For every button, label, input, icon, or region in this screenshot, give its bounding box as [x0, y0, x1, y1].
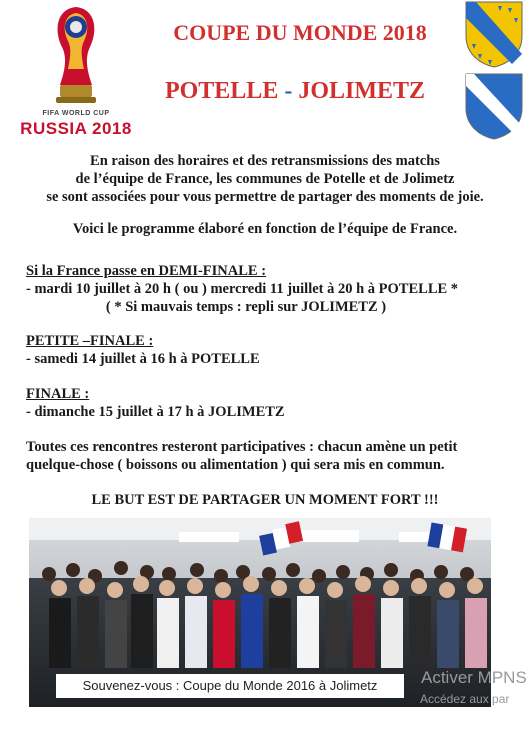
activation-watermark-link[interactable]: Accédez aux par: [420, 692, 510, 706]
participation-line: Toutes ces rencontres resteront participatives : chacun amène un petit: [26, 439, 458, 455]
subtitle-dash: -: [284, 78, 293, 104]
logo-caption-large: RUSSIA 2018: [20, 119, 132, 138]
final-section: [26, 385, 506, 421]
subtitle-left: POTELLE: [164, 78, 279, 104]
semi-final-section: [26, 262, 506, 316]
intro-paragraph: [30, 152, 500, 206]
final-date: - dimanche 15 juillet à 17 h à JOLIMETZ: [26, 404, 285, 420]
fifa-world-cup-logo: [20, 3, 132, 143]
intro-line: En raison des horaires et des retransmissions des matchs: [90, 153, 440, 169]
photo-caption: Souvenez-vous : Coupe du Monde 2016 à Jolimetz: [56, 674, 404, 698]
subtitle-right: JOLIMETZ: [298, 78, 426, 104]
participation-line: quelque-chose ( boissons ou alimentation ) qui sera mis en commun.: [26, 457, 445, 473]
jolimetz-crest: [464, 72, 524, 140]
intro-line: se sont associées pour vous permettre de partager des moments de joie.: [46, 189, 484, 205]
participation-note: [26, 438, 506, 474]
programme-intro: Voici le programme élaboré en fonction de l’équipe de France.: [72, 221, 458, 237]
logo-caption-small: FIFA WORLD CUP: [42, 110, 110, 117]
final-heading: FINALE :: [26, 386, 90, 402]
world-cup-trophy-icon: [20, 3, 132, 109]
third-place-date: - samedi 14 juillet à 16 h à POTELLE: [26, 351, 260, 367]
potelle-crest: [464, 0, 524, 68]
activation-watermark: Activer MPNS: [421, 668, 527, 687]
intro-line: de l’équipe de France, les communes de Potelle et de Jolimetz: [75, 171, 455, 187]
semi-final-date: - mardi 10 juillet à 20 h ( ou ) mercredi 11 juillet à 20 h à POTELLE *: [26, 281, 459, 297]
page-title: COUPE DU MONDE 2018: [173, 20, 427, 45]
semi-final-heading: Si la France passe en DEMI-FINALE :: [26, 263, 267, 279]
goal-statement: LE BUT EST DE PARTAGER UN MOMENT FORT !!!: [91, 492, 439, 508]
third-place-section: [26, 332, 506, 368]
third-place-heading: PETITE –FINALE :: [26, 333, 154, 349]
semi-final-note: ( * Si mauvais temps : repli sur JOLIMETZ ): [105, 299, 387, 315]
page-subtitle: [130, 78, 460, 105]
